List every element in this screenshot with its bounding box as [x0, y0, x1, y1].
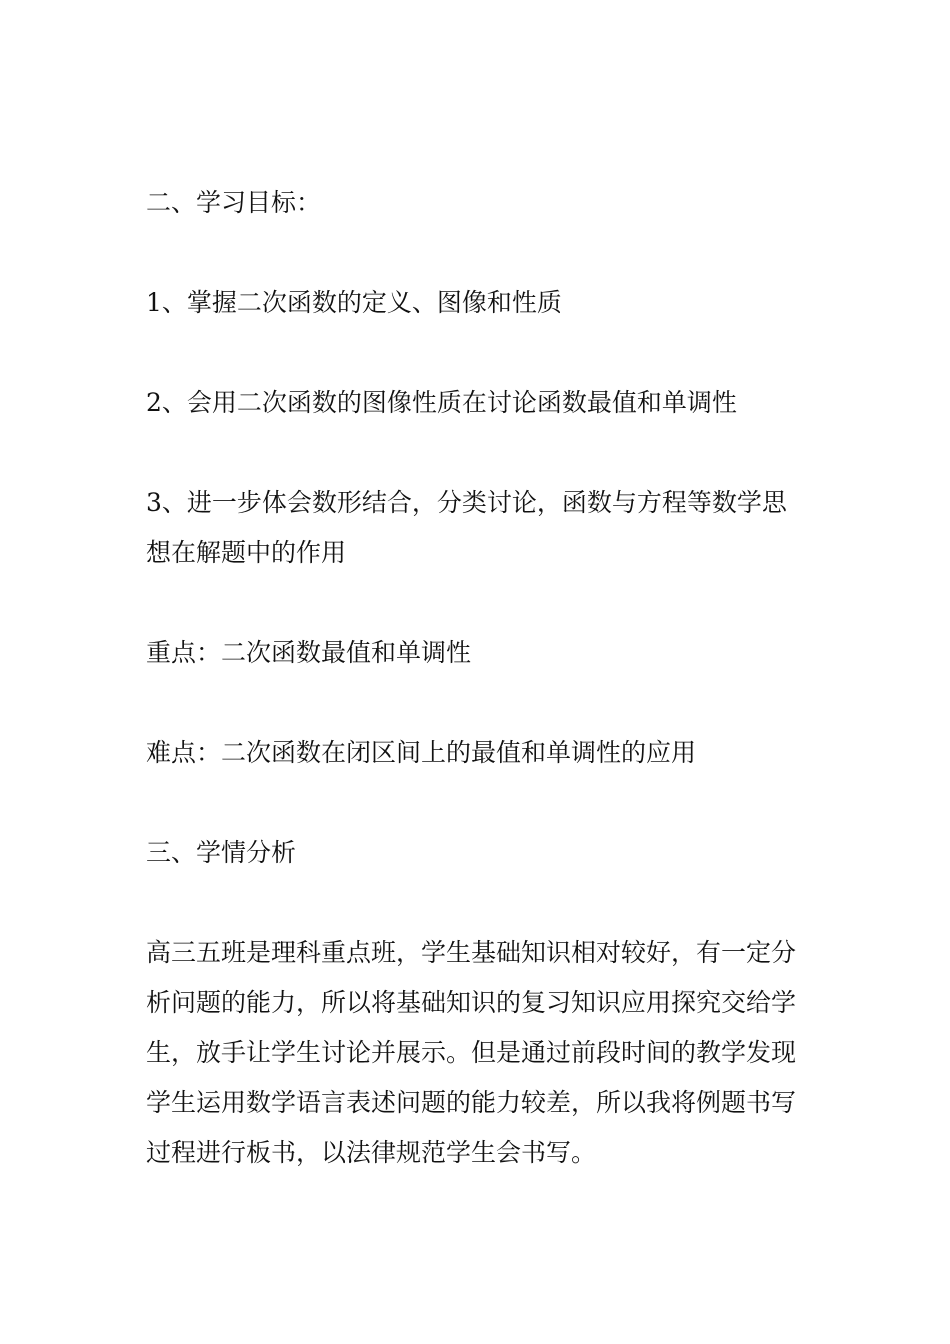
key-point: 重点：二次函数最值和单调性 [146, 638, 472, 667]
goal-item-2: 2、会用二次函数的图像性质在讨论函数最值和单调性 [146, 388, 737, 417]
goal-item-1: 1、掌握二次函数的定义、图像和性质 [146, 288, 562, 317]
student-analysis-paragraph: 高三五班是理科重点班，学生基础知识相对较好，有一定分析问题的能力，所以将基础知识的复习知识应用探究交给学生，放手让学生讨论并展示。但是通过前段时间的教学发现学生运用数学语言表述问题的能力较差，所以我将例题书写过程进行板书，以法律规范学生会书写。 [146, 938, 797, 1167]
section-heading-student-analysis: 三、学情分析 [146, 838, 297, 867]
section-heading-learning-goals: 二、学习目标： [146, 188, 322, 217]
goal-item-3: 3、进一步体会数形结合，分类讨论，函数与方程等数学思想在解题中的作用 [146, 488, 787, 567]
document-body [146, 178, 810, 1178]
difficult-point: 难点：二次函数在闭区间上的最值和单调性的应用 [146, 738, 697, 767]
